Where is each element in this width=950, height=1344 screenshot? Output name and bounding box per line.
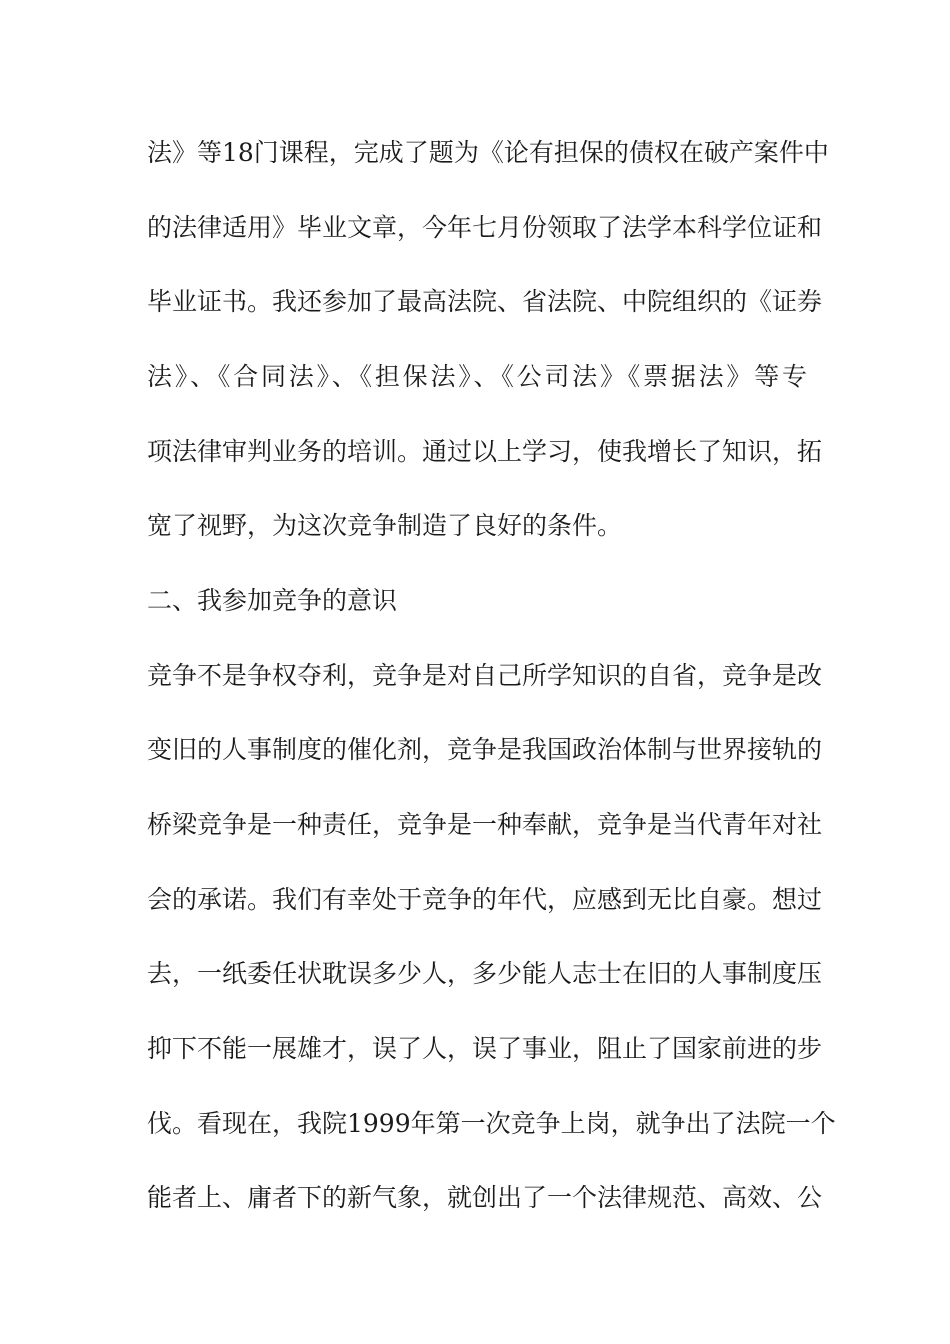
text-line: 抑下不能一展雄才，误了人，误了事业，阻止了国家前进的步 xyxy=(147,1034,823,1063)
text-line: 伐。看现在，我院1999年第一次竞争上岗，就争出了法院一个 xyxy=(147,1109,836,1138)
text-line: 变旧的人事制度的催化剂，竞争是我国政治体制与世界接轨的 xyxy=(147,735,823,764)
text-line: 去，一纸委任状耽误多少人，多少能人志士在旧的人事制度压 xyxy=(147,959,823,988)
text-line: 法》、《合同法》、《担保法》、《公司法》《票据法》等专 xyxy=(147,362,807,391)
text-line: 桥梁竞争是一种责任，竞争是一种奉献，竞争是当代青年对社 xyxy=(147,810,823,839)
text-line: 竞争不是争权夺利，竞争是对自己所学知识的自省，竞争是改 xyxy=(147,661,823,690)
section-heading: 二、我参加竞争的意识 xyxy=(147,586,398,615)
text-line: 会的承诺。我们有幸处于竞争的年代，应感到无比自豪。想过 xyxy=(147,885,823,914)
text-line: 项法律审判业务的培训。通过以上学习，使我增长了知识，拓 xyxy=(147,437,823,466)
text-line: 宽了视野，为这次竞争制造了良好的条件。 xyxy=(147,511,623,540)
text-line: 的法律适用》毕业文章，今年七月份领取了法学本科学位证和 xyxy=(147,213,823,242)
text-line: 毕业证书。我还参加了最高法院、省法院、中院组织的《证券 xyxy=(147,287,823,316)
text-line: 法》等18门课程，完成了题为《论有担保的债权在破产案件中 xyxy=(147,138,829,167)
text-line: 能者上、庸者下的新气象，就创出了一个法律规范、高效、公 xyxy=(147,1183,823,1212)
